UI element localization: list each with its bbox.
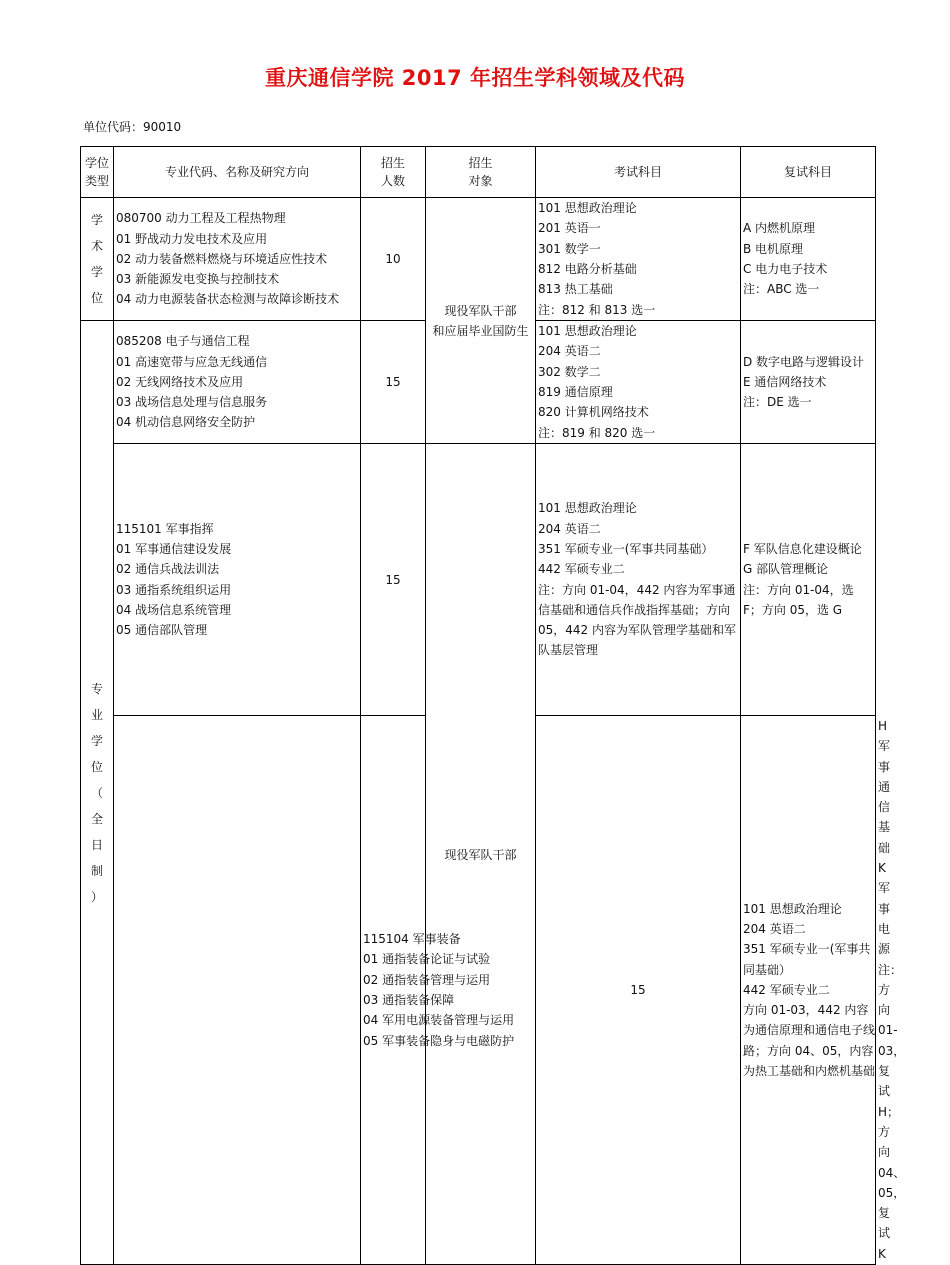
retest-subjects-cell: D 数字电路与逻辑设计 E 通信网络技术 注：DE 选一 [741,321,876,444]
enroll-count-cell: 15 [536,716,741,1265]
unit-code: 单位代码：90010 [83,120,182,134]
enroll-count-cell: 10 [361,198,426,321]
admission-table [80,146,906,1265]
enroll-count-cell: 15 [361,321,426,444]
major-cell: 115104 军事装备 01 通指装备论证与试验 02 通指装备管理与运用 03 通指装备保障 04 军用电源装备管理与运用 05 军事装备隐身与电磁防护 [361,716,426,1265]
table-row [81,444,876,716]
table-row [81,198,876,321]
exam-subjects-cell: 101 思想政治理论 201 英语一 301 数学一 812 电路分析基础 813 热工基础 注：812 和 813 选一 [536,198,741,321]
table-row: 115104 军事装备 01 通指装备论证与试验 02 通指装备管理与运用 03 通指装备保障 04 军用电源装备管理与运用 05 军事装备隐身与电磁防护 15 101 思想政治理论 204 英语二 351 军硕专业一(军事共同基础） 442 军硕专业二 方向 01-03，442 内容为通信原理和通信电子线路；方向 04、05，内容为热工基础和内燃机基础 H 军事通信基础 K 军事电源 注：方向 01-03，复试 H；方向 04、05，复试 K [81,716,876,1265]
page-title: 重庆通信学院 2017 年招生学科领域及代码 [264,66,686,90]
retest-subjects-cell: A 内燃机原理 B 电机原理 C 电力电子技术 注：ABC 选一 [741,198,876,321]
enroll-target-cell: 现役军队干部 和应届毕业国防生 [426,198,536,444]
major-cell: 085208 电子与通信工程 01 高速宽带与应急无线通信 02 无线网络技术及应用 03 战场信息处理与信息服务 04 机动信息网络安全防护 [114,321,361,444]
header-row [81,147,876,198]
major-cell: 080700 动力工程及工程热物理 01 野战动力发电技术及应用 02 动力装备燃料燃烧与环境适应性技术 03 新能源发电变换与控制技术 04 动力电源装备状态检测与故障诊断技术 [114,198,361,321]
major-cell: 115101 军事指挥 01 军事通信建设发展 02 通信兵战法训法 03 通指系统组织运用 04 战场信息系统管理 05 通信部队管理 [114,444,361,716]
enroll-count-cell: 15 [361,444,426,716]
exam-subjects-cell: 101 思想政治理论 204 英语二 302 数学二 819 通信原理 820 计算机网络技术 注：819 和 820 选一 [536,321,741,444]
header-degree-type: 学位 类型 [81,147,114,198]
degree-type-blank [114,716,361,1265]
header-enroll-target: 招生 对象 [426,147,536,198]
retest-subjects-cell: F 军队信息化建设概论 G 部队管理概论 注：方向 01-04，选 F；方向 05，选 G [741,444,876,716]
degree-type-academic: 学 术 学 位 [81,198,114,321]
header-major: 专业代码、名称及研究方向 [114,147,361,198]
header-retest-subjects: 复试科目 [741,147,876,198]
header-exam-subjects: 考试科目 [536,147,741,198]
header-enroll-count: 招生 人数 [361,147,426,198]
degree-type-professional: 专 业 学 位 （ 全 日 制 ） [81,321,114,1265]
enroll-target-cell: 现役军队干部 [426,444,536,1265]
exam-subjects-cell: 101 思想政治理论 204 英语二 351 军硕专业一(军事共同基础） 442 军硕专业二 方向 01-03，442 内容为通信原理和通信电子线路；方向 04、05，内容为热工基础和内燃机基础 [741,716,876,1265]
exam-subjects-cell: 101 思想政治理论 204 英语二 351 军硕专业一(军事共同基础） 442 军硕专业二 注：方向 01-04，442 内容为军事通信基础和通信兵作战指挥基础；方向 05，442 内容为军队管理学基础和军队基层管理 [536,444,741,716]
